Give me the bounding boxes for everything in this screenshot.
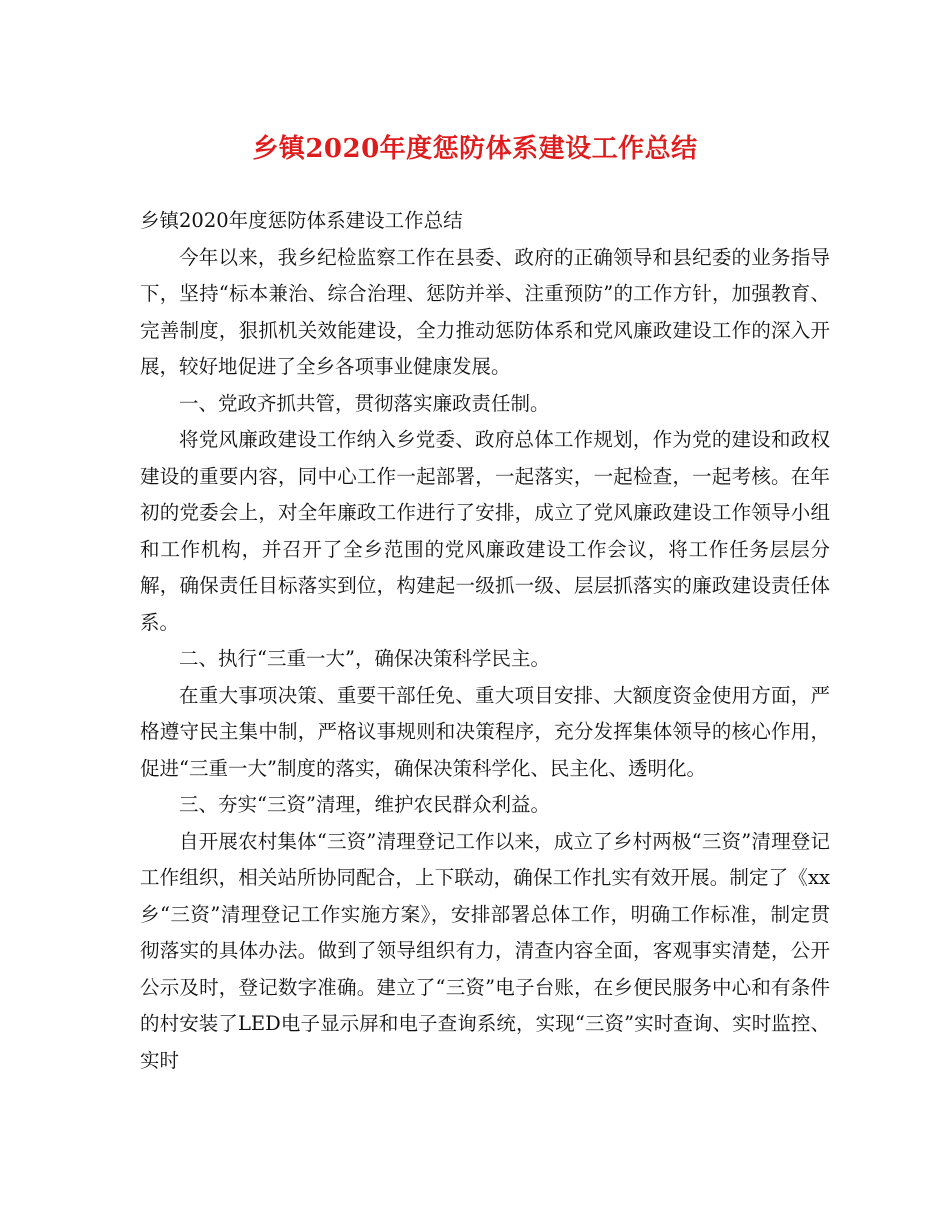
section-heading-3: 三、夯实“三资”清理，维护农民群众利益。 (179, 793, 550, 816)
intro-paragraph: 今年以来，我乡纪检监察工作在县委、政府的正确领导和县纪委的业务指导下，坚持“标本兼治、综合治理、惩防并举、注重预防”的工作方针，加强教育、完善制度，狠抓机关效能建设，全力推动惩防体系和党风廉政建设工作的深入开展，较好地促进了全乡各项事业健康发展。 (140, 245, 830, 378)
document-title: 乡镇2020年度惩防体系建设工作总结 (252, 134, 698, 164)
section-heading-2: 二、执行“三重一大”，确保决策科学民主。 (179, 647, 550, 670)
section-paragraph-1: 将党风廉政建设工作纳入乡党委、政府总体工作规划，作为党的建设和政权建设的重要内容，同中心工作一起部署，一起落实，一起检查，一起考核。在年初的党委会上，对全年廉政工作进行了安排，成立了党风廉政建设工作领导小组和工作机构，并召开了全乡范围的党风廉政建设工作会议，将工作任务层层分解，确保责任目标落实到位，构建起一级抓一级、层层抓落实的廉政建设责任体系。 (140, 428, 830, 634)
section-paragraph-2: 在重大事项决策、重要干部任免、重大项目安排、大额度资金使用方面，严格遵守民主集中制，严格议事规则和决策程序，充分发挥集体领导的核心作用，促进“三重一大”制度的落实，确保决策科学化、民主化、透明化。 (140, 683, 830, 780)
section-paragraph-3: 自开展农村集体“三资”清理登记工作以来，成立了乡村两极“三资”清理登记工作组织，相关站所协同配合，上下联动，确保工作扎实有效开展。制定了《xx乡“三资”清理登记工作实施方案》，安排部署总体工作，明确工作标准，制定贯彻落实的具体办法。做到了领导组织有力，清查内容全面，客观事实清楚，公开公示及时，登记数字准确。建立了“三资”电子台账，在乡便民服务中心和有条件的村安装了LED电子显示屏和电子查询系统，实现“三资”实时查询、实时监控、实时 (140, 829, 830, 1072)
section-heading-1: 一、党政齐抓共管，贯彻落实廉政责任制。 (179, 391, 550, 415)
body-heading-line: 乡镇2020年度惩防体系建设工作总结 (140, 209, 463, 232)
document-body (140, 203, 830, 1079)
